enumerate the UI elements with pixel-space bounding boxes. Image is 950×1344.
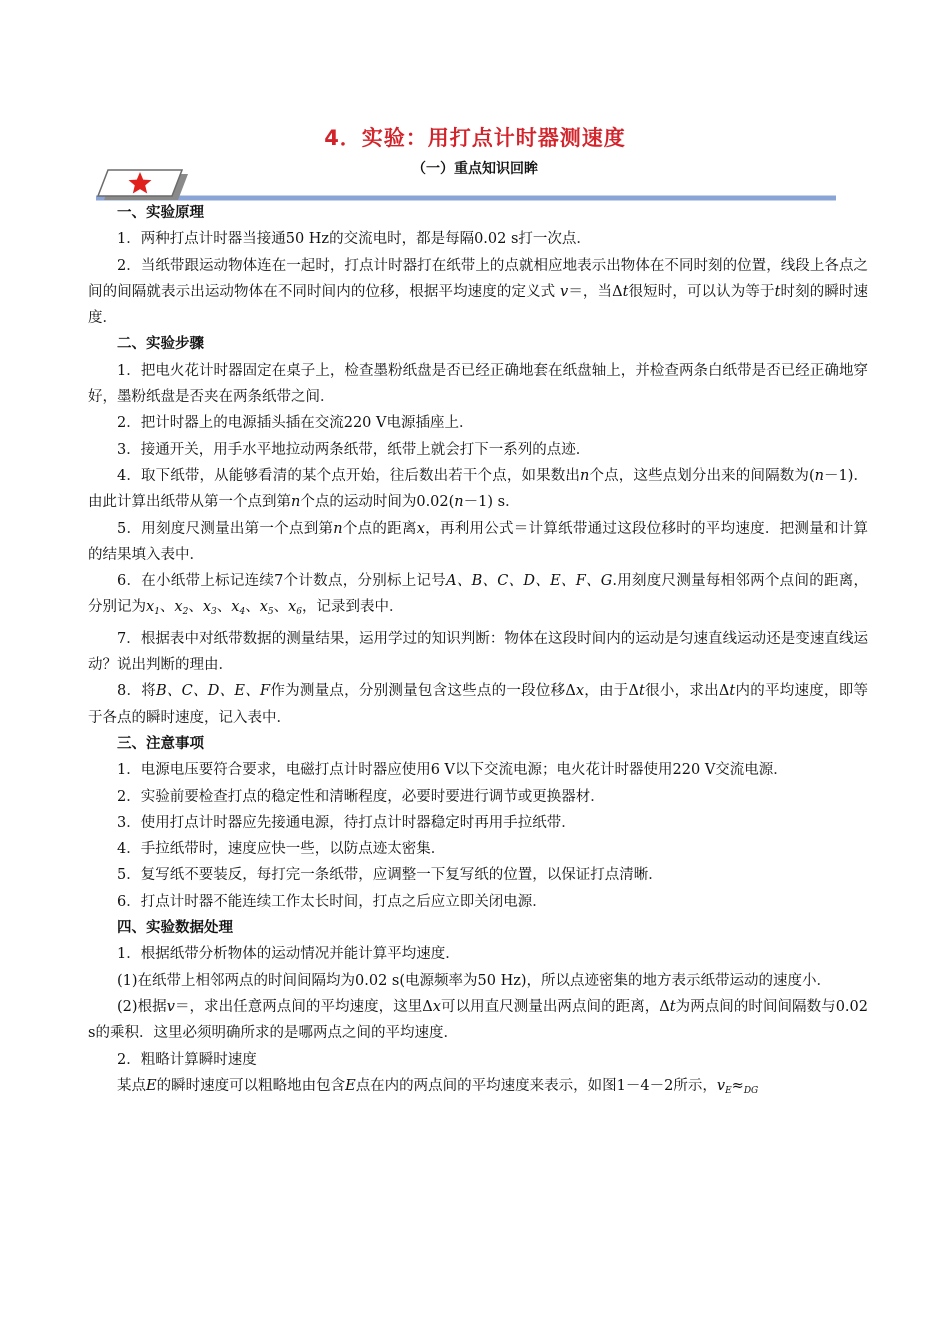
section-heading: 三、注意事项	[117, 735, 204, 752]
section-heading: 二、实验步骤	[117, 336, 204, 353]
section-heading: 四、实验数据处理	[117, 920, 233, 937]
paragraph: 6．在小纸带上标记连续7个计数点，分别标上记号A、B、C、D、E、F、G.用刻度尺测量每相邻两个点间的距离，分别记为$x_1$、$x_2$、$x_3$、$x_4$、$x_5$、$x_6$，记录到表中．	[88, 573, 869, 618]
paragraph: 4．手拉纸带时，速度应快一些，以防点迹太密集．	[117, 841, 446, 858]
paragraph: 1．电源电压要符合要求，电磁打点计时器应使用6 V以下交流电源；电火花计时器使用220 V交流电源．	[117, 762, 788, 779]
paragraph: (2)根据v＝，求出任意两点间的平均速度，这里Δx可以用直尺测量出两点间的距离，Δt为两点间的时间间隔数与0.02 s的乘积．这里必须明确所求的是哪两点之间的平均速度．	[88, 998, 868, 1042]
paragraph: 2．粗略计算瞬时速度	[117, 1051, 257, 1068]
paragraph: 1．根据纸带分析物体的运动情况并能计算平均速度．	[117, 946, 460, 963]
paragraph: 3．接通开关，用手水平地拉动两条纸带，纸带上就会打下一系列的点迹．	[117, 441, 591, 458]
paragraph: 1．把电火花计时器固定在桌子上，检查墨粉纸盘是否已经正确地套在纸盘轴上，并检查两条白纸带是否已经正确地穿好，墨粉纸盘是否夹在两条纸带之间．	[88, 362, 868, 406]
red-star-badge-icon	[98, 170, 188, 200]
paragraph: 6．打点计时器不能连续工作太长时间，打点之后应立即关闭电源．	[117, 893, 547, 910]
paragraph: 2．实验前要检查打点的稳定性和清晰程度，必要时要进行调节或更换器材．	[117, 788, 605, 805]
paragraph: 某点E的瞬时速度可以粗略地由包含E点在内的两点间的平均速度来表示，如图1－4－2所示，$v_E\approx_{DG}$	[117, 1077, 759, 1096]
paragraph: 5．复写纸不要装反，每打完一条纸带，应调整一下复写纸的位置，以保证打点清晰．	[117, 867, 663, 884]
paragraph: 2．把计时器上的电源插头插在交流220 V电源插座上．	[117, 415, 474, 432]
paragraph: 5．用刻度尺测量出第一个点到第n个点的距离x，再利用公式＝计算纸带通过这段位移时的平均速度．把测量和计算的结果填入表中．	[88, 520, 868, 563]
document-body	[88, 200, 868, 1104]
page-title: 4．实验：用打点计时器测速度	[324, 126, 626, 150]
paragraph: 3．使用打点计时器应先接通电源，待打点计时器稳定时再用手拉纸带．	[117, 814, 576, 831]
paragraph: 4．取下纸带，从能够看清的某个点开始，往后数出若干个点，如果数出n个点，这些点划分出来的间隔数为(n－1)．由此计算出纸带从第一个点到第n个点的运动时间为0.02(n－1) s．	[88, 467, 869, 511]
paragraph: (1)在纸带上相邻两点的时间间隔均为0.02 s(电源频率为50 Hz)，所以点迹密集的地方表示纸带运动的速度小．	[117, 972, 832, 989]
section-heading: 一、实验原理	[117, 205, 204, 221]
section-banner	[96, 168, 836, 204]
paragraph: 1．两种打点计时器当接通50 Hz的交流电时，都是每隔0.02 s打一次点．	[117, 231, 591, 248]
paragraph: 7．根据表中对纸带数据的测量结果，运用学过的知识判断：物体在这段时间内的运动是匀速直线运动还是变速直线运动？说出判断的理由．	[88, 630, 868, 674]
page-subtitle: （一）重点知识回眸	[412, 161, 538, 177]
paragraph: 2．当纸带跟运动物体连在一起时，打点计时器打在纸带上的点就相应地表示出物体在不同时刻的位置，线段上各点之间的间隔就表示出运动物体在不同时间内的位移，根据平均速度的定义式 v＝，当Δt很短时，可以认为等于t时刻的瞬时速度．	[88, 257, 869, 327]
paragraph: 8．将B、C、D、E、F作为测量点，分别测量包含这些点的一段位移Δx，由于Δt很小，求出Δt内的平均速度，即等于各点的瞬时速度，记入表中．	[88, 683, 868, 726]
